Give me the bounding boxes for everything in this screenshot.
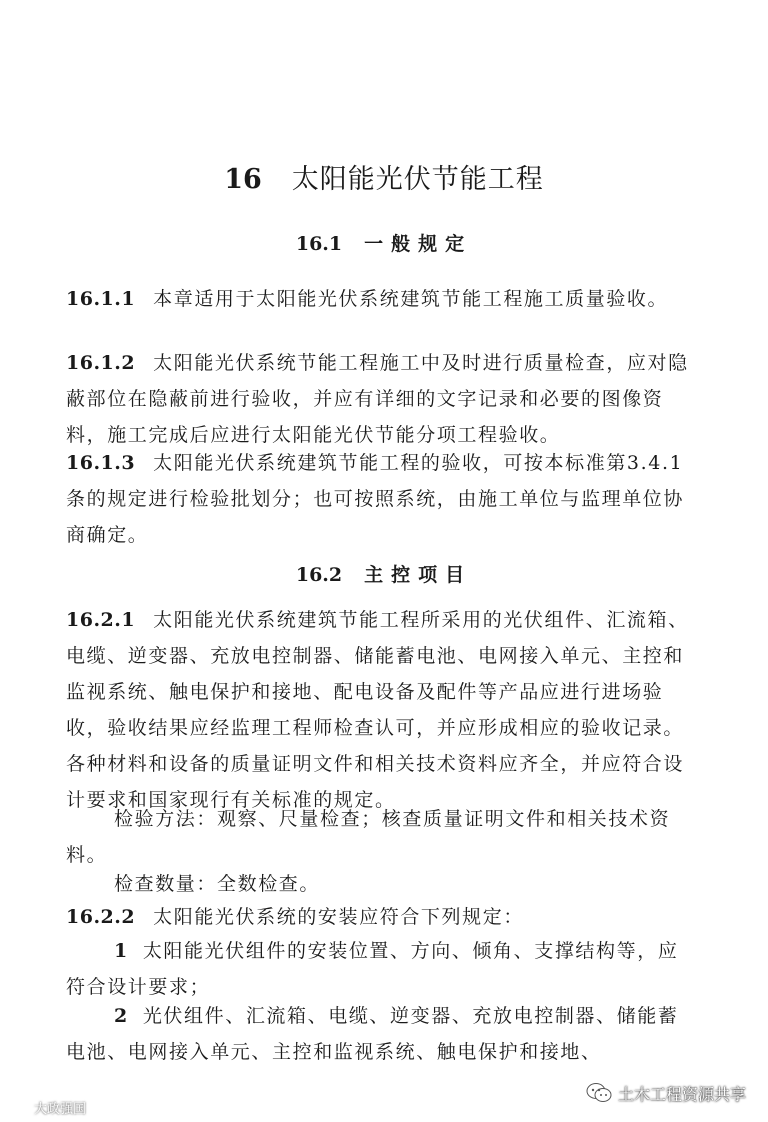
wechat-icon xyxy=(586,1082,612,1104)
section-heading xyxy=(0,229,768,259)
list-item xyxy=(66,933,696,1005)
clause-number: 16.1.2 xyxy=(66,352,136,374)
clause-number: 16.1.1 xyxy=(66,288,136,310)
clause-paragraph xyxy=(66,345,696,453)
section-number: 16.2 xyxy=(295,564,343,586)
watermark-weibo xyxy=(6,1096,86,1118)
clause-number: 16.1.3 xyxy=(66,452,136,474)
clause-paragraph xyxy=(66,899,696,935)
clause-text: 太阳能光伏系统建筑节能工程所采用的光伏组件、汇流箱、电缆、逆变器、充放电控制器、储能蓄电池、电网接入单元、主控和监视系统、触电保护和接地、配电设备及配件等产品应进行进场验收，验收结果应经监理工程师检查认可，并应形成相应的验收记录。各种材料和设备的质量证明文件和相关技术资料应齐全，并应符合设计要求和国家现行有关标准的规定。 xyxy=(66,609,689,811)
clause-paragraph xyxy=(66,281,696,317)
clause-text: 太阳能光伏系统的安装应符合下列规定： xyxy=(153,906,524,928)
watermark-wechat xyxy=(586,1078,746,1108)
item-number: 1 xyxy=(114,940,129,962)
section-heading xyxy=(0,560,768,590)
section-title-text: 主控项目 xyxy=(364,564,473,586)
inspection-method: 检验方法：观察、尺量检查；核查质量证明文件和相关技术资料。 xyxy=(66,808,671,866)
chapter-number: 16 xyxy=(224,164,262,195)
clause-text: 本章适用于太阳能光伏系统建筑节能工程施工质量验收。 xyxy=(153,288,669,310)
section-number: 16.1 xyxy=(295,233,343,255)
clause-text: 太阳能光伏系统节能工程施工中及时进行质量检查，应对隐蔽部位在隐蔽前进行验收，并应有详细的文字记录和必要的图像资料，施工完成后应进行太阳能光伏节能分项工程验收。 xyxy=(66,352,689,446)
section-title-text: 一般规定 xyxy=(364,233,473,255)
item-text: 光伏组件、汇流箱、电缆、逆变器、充放电控制器、储能蓄电池、电网接入单元、主控和监视系统、触电保护和接地、 xyxy=(66,1005,679,1063)
chapter-title xyxy=(0,160,768,200)
list-item xyxy=(66,998,696,1070)
clause-paragraph xyxy=(66,602,696,818)
clause-paragraph xyxy=(66,445,696,553)
item-number: 2 xyxy=(114,1005,129,1027)
watermark-text: 大政强国 xyxy=(34,1101,87,1117)
weibo-icon xyxy=(6,1098,30,1116)
clause-text: 太阳能光伏系统建筑节能工程的验收，可按本标准第3.4.1条的规定进行检验批划分；也可按照系统，由施工单位与监理单位协商确定。 xyxy=(66,452,685,546)
item-text: 太阳能光伏组件的安装位置、方向、倾角、支撑结构等，应符合设计要求； xyxy=(66,940,679,998)
inspection-quantity: 检查数量：全数检查。 xyxy=(114,873,321,895)
clause-number: 16.2.2 xyxy=(66,906,136,928)
clause-number: 16.2.1 xyxy=(66,609,136,631)
watermark-text: 土木工程资源共享 xyxy=(617,1084,746,1104)
chapter-title-text: 太阳能光伏节能工程 xyxy=(291,164,544,195)
